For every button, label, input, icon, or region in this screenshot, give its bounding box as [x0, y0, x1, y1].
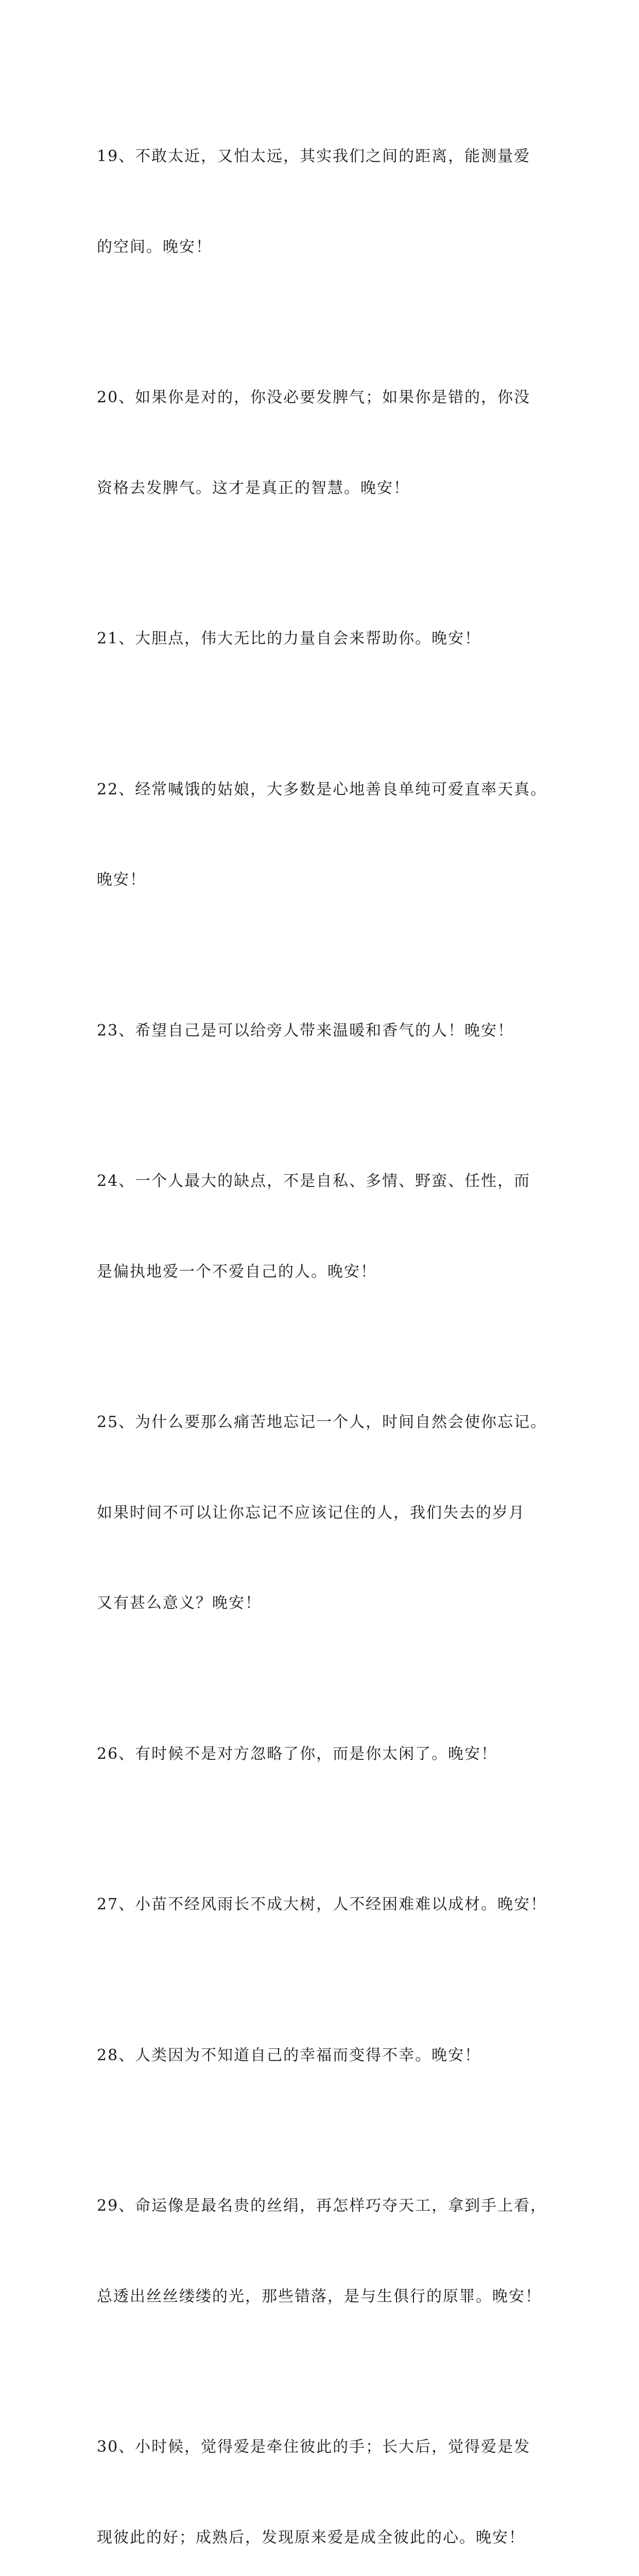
text-line: 27、小苗不经风雨长不成大树，人不经困难难以成材。晚安！ — [97, 1895, 547, 1913]
text-line: 总透出丝丝缕缕的光，那些错落，是与生俱行的原罪。晚安！ — [97, 2287, 542, 2306]
text-line: 又有甚么意义？晚安！ — [97, 1594, 262, 1612]
list-item — [97, 81, 550, 323]
text-line: 25、为什么要那么痛苦地忘记一个人，时间自然会使你忘记。 — [97, 1413, 547, 1431]
list-item — [97, 1106, 550, 1347]
list-item — [97, 2131, 550, 2372]
text-line: 26、有时候不是对方忽略了你，而是你太闲了。晚安！ — [97, 1744, 498, 1763]
list-item — [97, 323, 550, 564]
list-item — [97, 1980, 550, 2131]
text-line: 28、人类因为不知道自己的幸福而变得不幸。晚安！ — [97, 2046, 481, 2064]
text-line: 19、不敢太近，又怕太远，其实我们之间的距离，能测量爱 — [97, 147, 531, 165]
list-item — [97, 1679, 550, 1830]
list-item — [97, 715, 550, 956]
document-body — [97, 81, 550, 2576]
list-item — [97, 1347, 550, 1679]
text-line: 如果时间不可以让你忘记不应该记住的人，我们失去的岁月 — [97, 1503, 525, 1522]
list-item — [97, 956, 550, 1107]
text-line: 20、如果你是对的，你没必要发脾气；如果你是错的，你没 — [97, 388, 531, 406]
text-line: 22、经常喊饿的姑娘，大多数是心地善良单纯可爱直率天真。 — [97, 780, 547, 799]
text-line: 21、大胆点，伟大无比的力量自会来帮助你。晚安！ — [97, 630, 481, 648]
text-line: 现彼此的好；成熟后，发现原来爱是成全彼此的心。晚安！ — [97, 2528, 525, 2547]
text-line: 29、命运像是最名贵的丝绢，再怎样巧夺天工，拿到手上看， — [97, 2197, 547, 2215]
text-line: 23、希望自己是可以给旁人带来温暖和香气的人！晚安！ — [97, 1021, 514, 1040]
text-line: 的空间。晚安！ — [97, 238, 212, 256]
text-line: 资格去发脾气。这才是真正的智慧。晚安！ — [97, 479, 410, 497]
text-line: 24、一个人最大的缺点，不是自私、多情、野蛮、任性，而 — [97, 1172, 531, 1190]
list-item — [97, 2372, 550, 2576]
text-line: 晚安！ — [97, 871, 146, 889]
text-line: 30、小时候，觉得爱是牵住彼此的手；长大后，觉得爱是发 — [97, 2438, 531, 2456]
list-item — [97, 564, 550, 715]
text-line: 是偏执地爱一个不爱自己的人。晚安！ — [97, 1262, 377, 1281]
list-item — [97, 1829, 550, 1980]
